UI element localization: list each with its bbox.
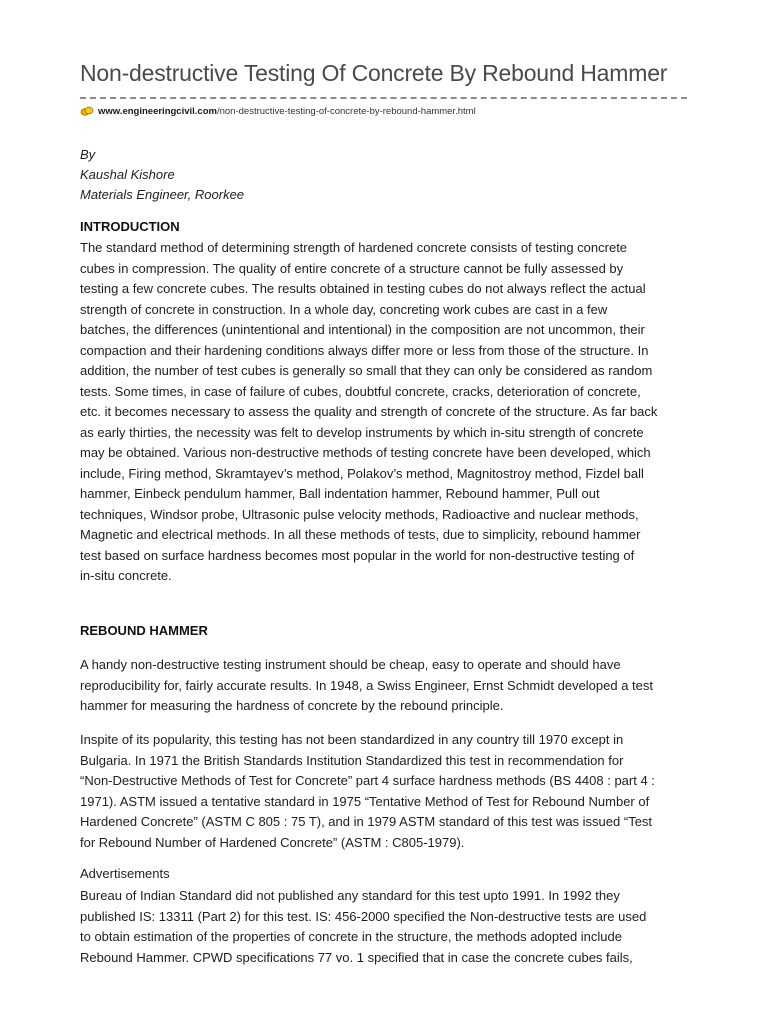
page-title: Non-destructive Testing Of Concrete By Rebound Hammer <box>80 60 668 86</box>
text-line: Bulgaria. In 1971 the British Standards Institution Standardized this test in recommendation for <box>80 752 624 768</box>
text-line: hammer, Einbeck pendulum hammer, Ball indentation hammer, Rebound hammer, Pull out <box>80 486 600 501</box>
url-path[interactable]: /non-destructive-testing-of-concrete-by-rebound-hammer.html <box>216 106 476 117</box>
text-line: Magnetic and electrical methods. In all these methods of tests, due to simplicity, rebound hammer <box>80 527 641 542</box>
text-line: compaction and their hardening conditions always differ more or less from those of the structure. In <box>80 342 649 358</box>
byline-affiliation: Materials Engineer, Roorkee <box>80 187 245 202</box>
text-line: etc. it becomes necessary to assess the quality and strength of concrete of the structure. As far back <box>80 404 658 419</box>
text-line: 1971). ASTM issued a tentative standard in 1975 “Tentative Method of Test for Rebound Number of <box>80 793 650 809</box>
text-line: Inspite of its popularity, this testing has not been standardized in any country till 1970 except in <box>80 732 624 747</box>
text-line: test based on surface hardness becomes most popular in the world for non-destructive testing of <box>80 547 635 563</box>
text-line: hammer for measuring the hardness of concrete by the rebound principle. <box>80 698 504 713</box>
link-icon <box>80 106 94 117</box>
text-line: A handy non-destructive testing instrument should be cheap, easy to operate and should have <box>80 657 621 672</box>
text-line: may be obtained. Various non-destructive methods of testing concrete have been developed, which <box>80 445 651 460</box>
text-line: techniques, Windsor probe, Ultrasonic pulse velocity methods, Radioactive and nuclear methods, <box>80 506 639 522</box>
text-line: testing a few concrete cubes. The results obtained in testing cubes do not always reflect the actual <box>80 281 646 296</box>
rebound-paragraph-2 <box>80 730 692 853</box>
intro-paragraph <box>80 238 692 587</box>
text-line: strength of concrete in construction. In a whole day, concreting work cubes are cast in a few <box>80 301 608 317</box>
text-line: “Non-Destructive Methods of Test for Concrete” part 4 surface hardness methods (BS 4408 : part 4 : <box>80 773 655 788</box>
text-line: include, Firing method, Skramtayev’s method, Polakov’s method, Magnitostroy method, Fizdel ball <box>80 465 644 481</box>
text-line: Rebound Hammer. CPWD specifications 77 vo. 1 specified that in case the concrete cubes fails, <box>80 949 633 965</box>
text-line: Hardened Concrete” (ASTM C 805 : 75 T), and in 1979 ASTM standard of this test was issued “Test <box>80 814 653 829</box>
text-line: reproducibility for, fairly accurate results. In 1948, a Swiss Engineer, Ernst Schmidt developed a test <box>80 677 654 693</box>
text-line: in-situ concrete. <box>80 568 172 583</box>
text-line: Bureau of Indian Standard did not published any standard for this test upto 1991. In 1992 they <box>80 888 620 903</box>
text-line: The standard method of determining strength of hardened concrete consists of testing concrete <box>80 240 628 255</box>
byline-by: By <box>80 147 96 162</box>
advertisements-label: Advertisements <box>80 866 170 881</box>
text-line: to obtain estimation of the properties of concrete in the structure, the methods adopted include <box>80 929 622 944</box>
text-line: cubes in compression. The quality of entire concrete of a structure cannot be fully assessed by <box>80 260 624 276</box>
source-url[interactable] <box>80 106 476 117</box>
byline <box>80 145 244 205</box>
text-line: addition, the number of test cubes is generally so small that they can only be considered as random <box>80 363 653 378</box>
title-divider <box>80 97 687 99</box>
byline-author: Kaushal Kishore <box>80 167 175 182</box>
text-line: tests. Some times, in case of failure of cubes, doubtful concrete, cracks, deterioration of concrete, <box>80 383 641 399</box>
intro-heading: INTRODUCTION <box>80 219 180 234</box>
url-domain[interactable]: www.engineeringcivil.com <box>98 106 217 117</box>
rebound-heading: REBOUND HAMMER <box>80 623 208 638</box>
text-line: published IS: 13311 (Part 2) for this test. IS: 456-2000 specified the Non-destructive tests are used <box>80 908 647 924</box>
text-line: for Rebound Number of Hardened Concrete” (ASTM : C805-1979). <box>80 834 465 850</box>
text-line: as early thirties, the necessity was felt to develop instruments by which in-situ strength of concrete <box>80 424 644 440</box>
rebound-paragraph-1 <box>80 655 692 717</box>
text-line: batches, the differences (unintentional and intentional) in the composition are not uncommon, their <box>80 322 645 337</box>
rebound-paragraph-3 <box>80 886 692 968</box>
